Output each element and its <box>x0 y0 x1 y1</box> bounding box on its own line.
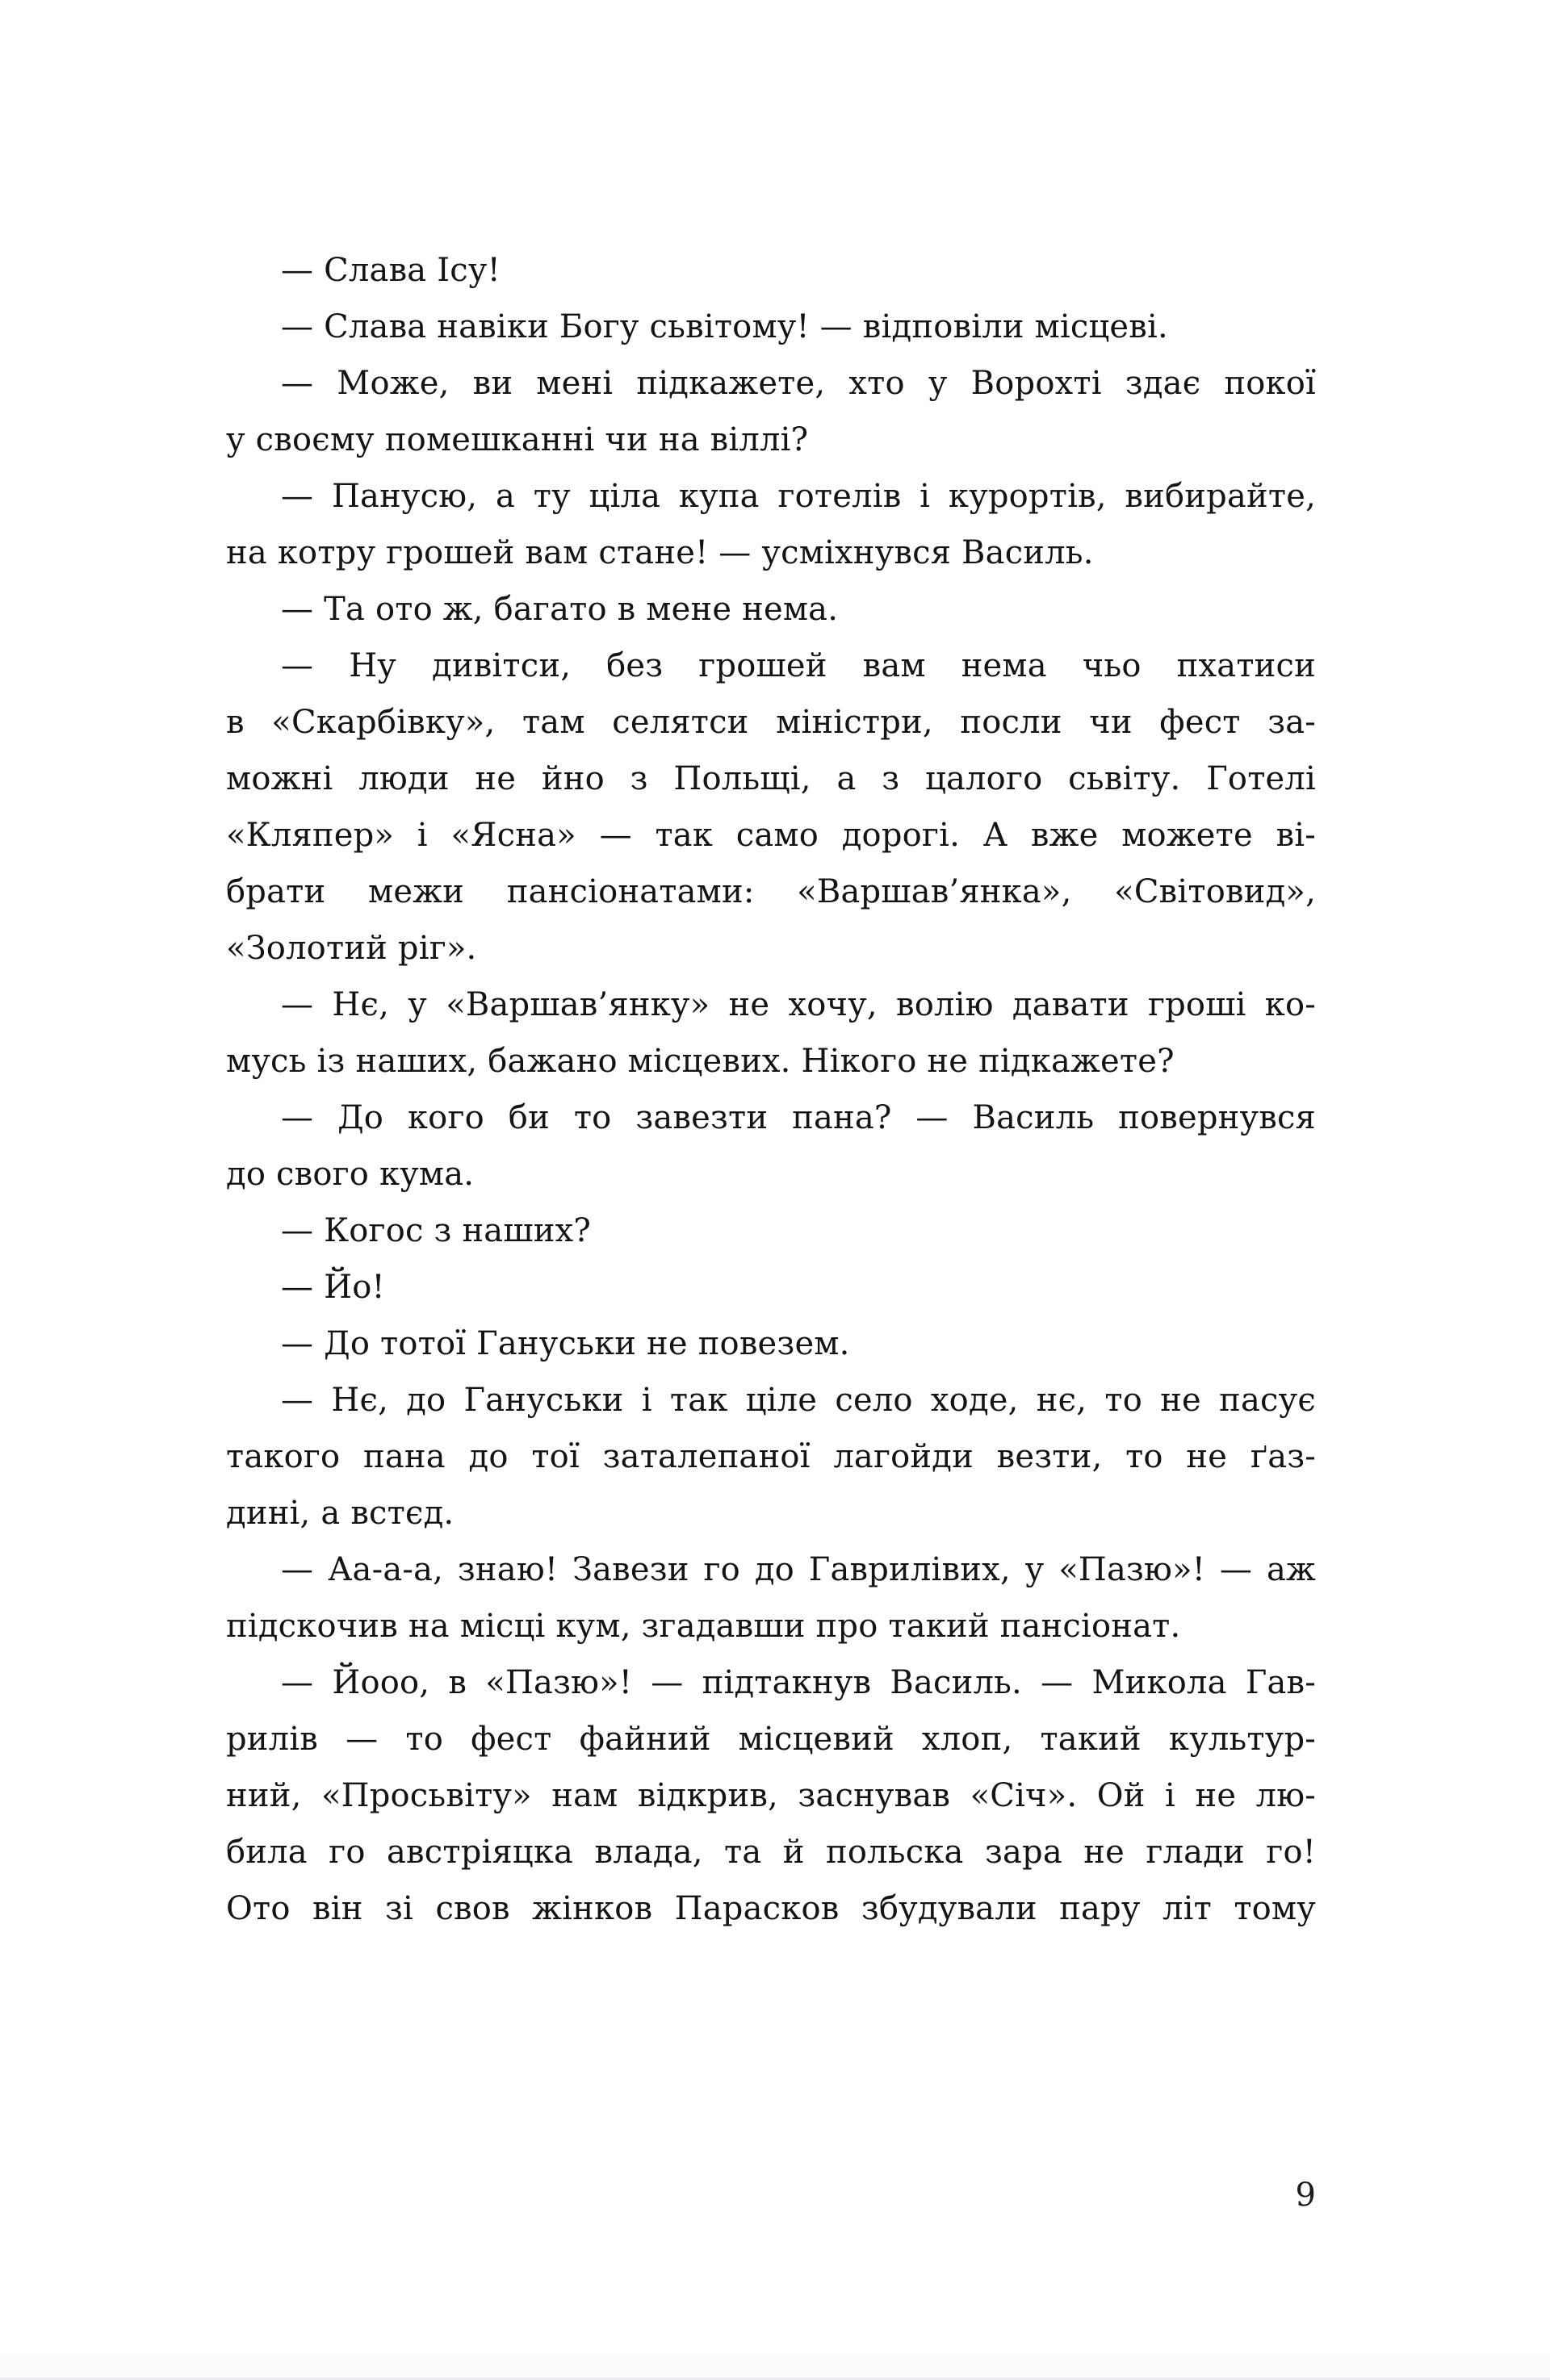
text-line: до свого кума. <box>226 1156 475 1193</box>
text-line: дині, а встєд. <box>226 1495 455 1532</box>
text-line: ний, «Просьвіту» нам відкрив, заснував «Січ». Ой і не лю- <box>226 1777 1316 1814</box>
text-line: — Нє, до Гануськи і так ціле село ходе, нє, то не пасує <box>281 1382 1316 1419</box>
text-line: — Йо! <box>281 1269 385 1306</box>
text-line: — Нє, у «Варшав’янку» не хочу, волію давати гроші ко- <box>281 986 1316 1023</box>
text-line: рилів — то фест файний місцевий хлоп, такий культур- <box>226 1721 1316 1758</box>
text-line: брати межи пансіонатами: «Варшав’янка», «Світовид», <box>226 873 1316 910</box>
text-line: мусь із наших, бажано місцевих. Нікого не підкажете? <box>226 1043 1175 1080</box>
page-number: 9 <box>1295 2177 1316 2214</box>
text-line: — Когос з наших? <box>281 1212 592 1249</box>
text-line: — Йооо, в «Пазю»! — підтакнув Василь. — Микола Гав- <box>281 1664 1316 1701</box>
text-line: — Та ото ж, багато в мене нема. <box>281 591 839 628</box>
text-line: можні люди не йно з Польщі, а з цалого сьвіту. Готелі <box>226 760 1316 797</box>
text-line: — Панусю, а ту ціла купа готелів і курортів, вибирайте, <box>281 478 1316 515</box>
text-line: «Кляпер» і «Ясна» — так само дорогі. А вже можете ві- <box>226 817 1316 854</box>
text-line: — Слава навіки Богу сьвітому! — відповіли місцеві. <box>281 308 1168 345</box>
text-line: — Слава Ісу! <box>281 252 501 289</box>
text-block <box>226 242 1316 1937</box>
text-line: — Може, ви мені підкажете, хто у Ворохті здає покої <box>281 365 1316 402</box>
text-line: на котру грошей вам стане! — усміхнувся Василь. <box>226 534 1094 571</box>
text-line: — Ну дивітси, без грошей вам нема чьо пхатиси <box>281 647 1316 684</box>
text-line: била го австріяцка влада, та й польска зара не глади го! <box>226 1834 1316 1871</box>
footer-band <box>0 2355 1550 2380</box>
text-line: — До кого би то завезти пана? — Василь повернувся <box>281 1099 1316 1136</box>
text-line: «Золотий ріг». <box>226 930 477 967</box>
text-line: — До тотої Гануськи не повезем. <box>281 1325 850 1362</box>
text-line: — Аа-а-а, знаю! Завези го до Гаврилівих, у «Пазю»! — аж <box>281 1551 1316 1588</box>
text-line: у своєму помешканні чи на віллі? <box>226 421 809 458</box>
text-line: в «Скарбівку», там селятси міністри, посли чи фест за- <box>226 704 1316 741</box>
text-line: Ото він зі свов жінков Парасков збудували пару літ тому <box>226 1890 1316 1927</box>
text-line: підскочив на місці кум, згадавши про такий пансіонат. <box>226 1608 1181 1645</box>
text-lines <box>226 242 1316 1937</box>
text-line: такого пана до тої заталепаної лагойди везти, то не ґаз- <box>226 1438 1316 1475</box>
